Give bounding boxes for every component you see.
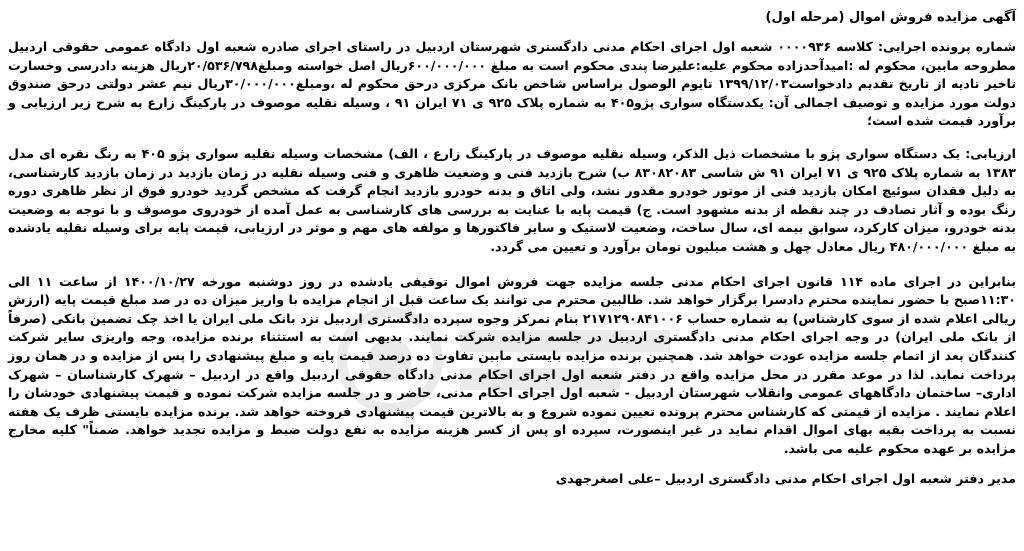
notice-title: آگهی مزایده فروش اموال (مرحله اول) <box>765 10 1016 25</box>
notice-paragraph-auction-terms: بنابراین در اجرای ماده ۱۱۴ قانون اجرای احکام مدنی جلسه مزایده جهت فروش اموال توقیفی یادشده در روز دوشنبه مورخه ۱۴۰۰/۱۰/۲۷ از ساعت ۱۱ الی ۱۱:۳۰صبح با حضور نماینده محترم دادسرا برگزار خواهد شد. طالبین محترم می توانند یک ساعت قبل از انجام مزایده با واریز میزان ده در صد مبلغ قیمت پایه (ارزش ریالی اعلام شده از سوی کارشناس) به شماره حساب ۲۱۷۱۲۹۰۸۴۱۰۰۶ بنام تمرکز وجوه سپرده دادگستری اردبیل نزد بانک ملی ایران یا اخذ چک تضمین بانکی (صرفاً از بانک ملی ایران) در وجه اجرای احکام مدنی دادگستری اردبیل در جلسه مزایده شرکت نمایند. بدیهی است به استثناء برنده مزایده، وجه واریزی سایر شرکت کنندگان بعد از اتمام جلسه مزایده عودت خواهد شد. همچنین برنده مزایده بایستی مابین تفاوت ده درصد قیمت پایه و مبلغ پیشنهادی را پس از مزایده و در همان روز پرداخت نماید. لذا در موعد مقرر در محل مزایده واقع در دفتر شعبه اول اجرای احکام مدنی دادگاه حقوقی اردبیل واقع در اردبیل – شهرک کارشناسان – شهرک اداری– ساختمان دادگاههای عمومی وانقلاب شهرستان اردبیل - شعبه اول اجرای احکام مدنی، حاضر و در جلسه مزایده شرکت نموده و قیمت پیشنهادی خودشان را اعلام نمایند . مزایده از قیمتی که کارشناس محترم پرونده تعیین نموده شروع و به بالاترین قیمت پیشنهادی فروخته خواهد شد. برنده مزایده بایستی ظرف یک هفته نسبت به پرداخت بقیه بهای اموال اقدام نماید در غیر اینصورت، سپرده او پس از کسر هزینه مزایده به نفع دولت ضبط و مزایده تجدید خواهد. ضمناً" کلیه مخارج مزایده بر عهده محکوم علیه می باشد. <box>8 273 1017 456</box>
notice-paragraph-case-details: شماره پرونده اجرایی: کلاسه ۰۰۰۰۹۳۶ شعبه اول اجرای احکام مدنی دادگستری شهرستان اردبیل در راستای اجرای صادره شعبه اول دادگاه عمومی حقوقی اردبیل مطروحه مابین، محکوم له :امیدآحدزاده محکوم علیه:علیرضا پندی محکوم است به مبلغ ۶۰۰/۰۰۰/۰۰۰ریال اصل خواسته ومبلغ۲۰/۵۳۶/۷۹۸ریال هزینه دادرسی وخسارت تاخیر تادیه از تاریخ تقدیم دادخواست۱۳۹۹/۱۲/۰۳ تایوم الوصول براساس شاخص بانک مرکزی درحق محکوم له ،ومبلغ۳۰/۰۰۰/۰۰۰ریال نیم عشر دولتی درحق صندوق دولت مورد مزایده و توصیف اجمالی آن: یکدستگاه سواری پژو۴۰۵ به شماره پلاک ۹۲۵ ی ۷۱ ایران ۹۱ ، وسیله نقلیه موصوف در پارکینگ زارع به شرح زیر ارزیابی و برآورد قیمت شده است؛ <box>8 39 1017 129</box>
notice-signature: مدیر دفتر شعبه اول اجرای احکام مدنی دادگستری اردبیل –علی اصغرجهدی <box>555 471 1016 487</box>
notice-paragraph-valuation: ارزیابی: یک دستگاه سواری پژو با مشخصات ذیل الذکر، وسیله نقلیه موصوف در پارکینگ زارع ، الف) مشخصات وسیله نقلیه سواری پژو ۴۰۵ به رنگ نقره ای مدل ۱۳۸۳ به شماره پلاک ۹۲۵ ی ۷۱ ایران ۹۱ ش شاسی ۸۳۰۸۲۰۸۳ ب) شرح بازدید فنی و وضعیت ظاهری و فنی وسیله نقلیه در زمان بازدید در زمان بازدید کارشناسی، به دلیل فقدان سوئیچ امکان بازدید فنی از موتور خودرو مقدور نشد، ولی اتاق و بدنه خودرو بازدید انجام گرفت که مشخص گردید خودرو فوق از نظر ظاهری دوره رنگ بوده و آثار تصادف در چند نقطه از بدنه مشهود است. ج) قیمت پایه با عنایت به بررسی های کارشناسی به عمل آمده از خودروی موصوف و با توجه به وضعیت بدنه خودرو، میزان کارکرد، سوابق بیمه ای، سال ساخت، وضعیت لاستیک و سایر فاکتورها و مولفه های مهم و موثر در ارزیابی، قیمت پایه برای وسیله نقلیه یادشده به مبلغ ۴۸۰/۰۰۰/۰۰۰ ریال معادل چهل و هشت میلیون تومان برآورد و تعیین می گردد. <box>8 145 1016 254</box>
